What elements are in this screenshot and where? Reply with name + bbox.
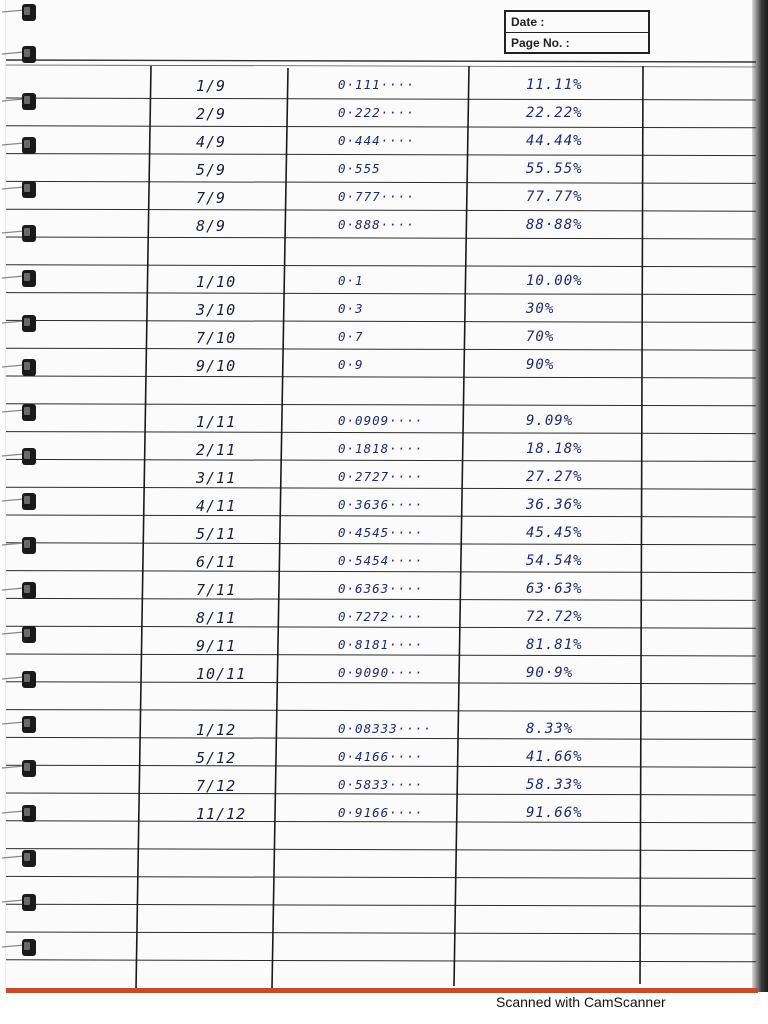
decimal-cell: 0·9 (338, 357, 364, 372)
binding-highlight (24, 318, 30, 326)
ruled-line (6, 821, 756, 823)
spiral-wire (2, 231, 24, 233)
spiral-wire (2, 811, 24, 813)
ruled-line (6, 654, 756, 656)
ruled-line (6, 293, 756, 295)
percent-cell: 22.22% (526, 105, 583, 121)
spiral-wire (2, 543, 24, 545)
fraction-cell: 9/11 (196, 637, 237, 655)
binding-highlight (24, 273, 30, 281)
binding-highlight (24, 585, 30, 593)
fraction-cell: 1/12 (196, 721, 237, 739)
percent-cell: 8.33% (526, 721, 574, 737)
decimal-cell: 0·7272···· (338, 609, 424, 624)
ruled-line (6, 849, 756, 851)
binding-highlight (24, 451, 30, 459)
percent-cell: 63·63% (526, 581, 583, 597)
decimal-cell: 0·222···· (338, 105, 415, 120)
ruled-line (6, 404, 756, 406)
percent-cell: 55.55% (526, 161, 583, 177)
percent-cell: 88·88% (526, 217, 583, 233)
ruled-line (6, 487, 756, 489)
binding-highlight (24, 853, 30, 861)
decimal-cell: 0·777···· (338, 189, 415, 204)
spiral-wire (2, 900, 24, 902)
fraction-cell: 7/11 (196, 581, 237, 599)
percent-cell: 36.36% (526, 497, 583, 513)
spiral-wire (2, 321, 24, 323)
column-divider (136, 66, 151, 990)
fraction-cell: 7/12 (196, 777, 237, 795)
spiral-wire (2, 454, 24, 456)
date-label: Date : (511, 15, 545, 29)
fraction-cell: 5/9 (196, 161, 227, 179)
ruled-line (6, 459, 756, 461)
percent-cell: 70% (526, 329, 555, 345)
ruled-line (6, 432, 756, 434)
fraction-cell: 8/11 (196, 609, 237, 627)
spiral-wire (2, 187, 24, 189)
fraction-cell: 3/10 (196, 301, 237, 319)
percent-cell: 72.72% (526, 609, 583, 625)
scanner-watermark: Scanned with CamScanner (496, 994, 666, 1010)
decimal-cell: 0·2727···· (338, 469, 424, 484)
percent-cell: 58.33% (526, 777, 583, 793)
fraction-cell: 5/11 (196, 525, 237, 543)
fraction-cell: 9/10 (196, 357, 237, 375)
binding-highlight (24, 808, 30, 816)
spiral-wire (2, 10, 24, 12)
decimal-cell: 0·4166···· (338, 749, 424, 764)
binding-highlight (24, 407, 30, 415)
binding-highlight (24, 496, 30, 504)
ruled-line (6, 348, 756, 350)
binding-highlight (24, 540, 30, 548)
ruled-line (6, 376, 756, 378)
binding-highlight (24, 763, 30, 771)
spiral-wire (2, 632, 24, 634)
fraction-cell: 3/11 (196, 469, 237, 487)
spiral-wire (2, 499, 24, 501)
spiral-wire (2, 722, 24, 724)
ruled-line (6, 737, 756, 739)
fraction-cell: 4/9 (196, 133, 227, 151)
decimal-cell: 0·111···· (338, 77, 415, 92)
decimal-cell: 0·6363···· (338, 581, 424, 596)
spiral-wire (2, 143, 24, 145)
binding-highlight (24, 942, 30, 950)
decimal-cell: 0·8181···· (338, 637, 424, 652)
percent-cell: 44.44% (526, 133, 583, 149)
ruled-line (6, 598, 756, 600)
spiral-wire (2, 945, 24, 947)
fraction-cell: 1/9 (196, 77, 227, 95)
binding-highlight (24, 897, 30, 905)
binding-highlight (24, 96, 30, 104)
ruled-line (6, 793, 756, 795)
binding-highlight (24, 362, 30, 370)
spiral-wire (2, 365, 24, 367)
percent-cell: 18.18% (526, 441, 583, 457)
fraction-cell: 2/11 (196, 441, 237, 459)
column-divider (272, 68, 288, 988)
fraction-cell: 7/10 (196, 329, 237, 347)
binding-highlight (24, 140, 30, 148)
percent-cell: 91.66% (526, 805, 583, 821)
ruled-line (6, 876, 756, 878)
percent-cell: 90% (526, 357, 555, 373)
spiral-wire (2, 588, 24, 590)
ruled-line (6, 626, 756, 628)
ruled-line (6, 765, 756, 767)
fraction-cell: 6/11 (196, 553, 237, 571)
spiral-wire (2, 677, 24, 679)
decimal-cell: 0·555 (338, 161, 381, 176)
ruled-line (6, 265, 756, 267)
binding-highlight (24, 674, 30, 682)
fraction-cell: 4/11 (196, 497, 237, 515)
percent-cell: 11.11% (526, 77, 583, 93)
fraction-cell: 1/11 (196, 413, 237, 431)
spiral-wire (2, 276, 24, 278)
ruled-line (6, 209, 756, 211)
percent-cell: 41.66% (526, 749, 583, 765)
percent-cell: 77.77% (526, 189, 583, 205)
ruled-line (6, 181, 756, 183)
percent-cell: 30% (526, 301, 555, 317)
column-divider (640, 66, 643, 984)
ruled-line (6, 571, 756, 573)
percent-cell: 9.09% (526, 413, 574, 429)
fraction-cell: 7/9 (196, 189, 227, 207)
fraction-cell: 1/10 (196, 273, 237, 291)
percent-cell: 10.00% (526, 273, 583, 289)
decimal-cell: 0·9166···· (338, 805, 424, 820)
fraction-cell: 11/12 (196, 805, 247, 823)
spiral-wire (2, 52, 24, 54)
decimal-cell: 0·888···· (338, 217, 415, 232)
ruled-line (6, 710, 756, 712)
binding-highlight (24, 49, 30, 57)
ruled-line (6, 932, 756, 934)
ruled-line (6, 904, 756, 906)
decimal-cell: 0·7 (338, 329, 364, 344)
page-number-label: Page No. : (506, 32, 648, 53)
fraction-cell: 10/11 (196, 665, 247, 683)
binding-highlight (24, 228, 30, 236)
spiral-wire (2, 99, 24, 101)
decimal-cell: 0·08333···· (338, 721, 432, 736)
ruled-line (6, 543, 756, 545)
decimal-cell: 0·3636···· (338, 497, 424, 512)
decimal-cell: 0·4545···· (338, 525, 424, 540)
date-page-box (504, 10, 650, 54)
ruled-line (6, 960, 756, 962)
percent-cell: 81.81% (526, 637, 583, 653)
decimal-cell: 0·5833···· (338, 777, 424, 792)
decimal-cell: 0·0909···· (338, 413, 424, 428)
column-divider (454, 66, 469, 986)
ruled-line (6, 515, 756, 517)
percent-cell: 27.27% (526, 469, 583, 485)
binding-highlight (24, 629, 30, 637)
spiral-wire (2, 766, 24, 768)
decimal-cell: 0·9090···· (338, 665, 424, 680)
decimal-cell: 0·1818···· (338, 441, 424, 456)
decimal-cell: 0·5454···· (338, 553, 424, 568)
decimal-cell: 0·1 (338, 273, 364, 288)
binding-highlight (24, 184, 30, 192)
fraction-cell: 8/9 (196, 217, 227, 235)
decimal-cell: 0·444···· (338, 133, 415, 148)
fraction-cell: 5/12 (196, 749, 237, 767)
binding-highlight (24, 719, 30, 727)
percent-cell: 54.54% (526, 553, 583, 569)
spiral-wire (2, 410, 24, 412)
percent-cell: 90·9% (526, 665, 574, 681)
header-rule (6, 60, 756, 62)
percent-cell: 45.45% (526, 525, 583, 541)
decimal-cell: 0·3 (338, 301, 364, 316)
binding-highlight (24, 7, 30, 15)
ruled-line (6, 320, 756, 322)
ruled-line (6, 682, 756, 684)
spiral-binding (0, 0, 50, 1000)
spiral-wire (2, 856, 24, 858)
fraction-cell: 2/9 (196, 105, 227, 123)
ruled-line (6, 237, 756, 239)
